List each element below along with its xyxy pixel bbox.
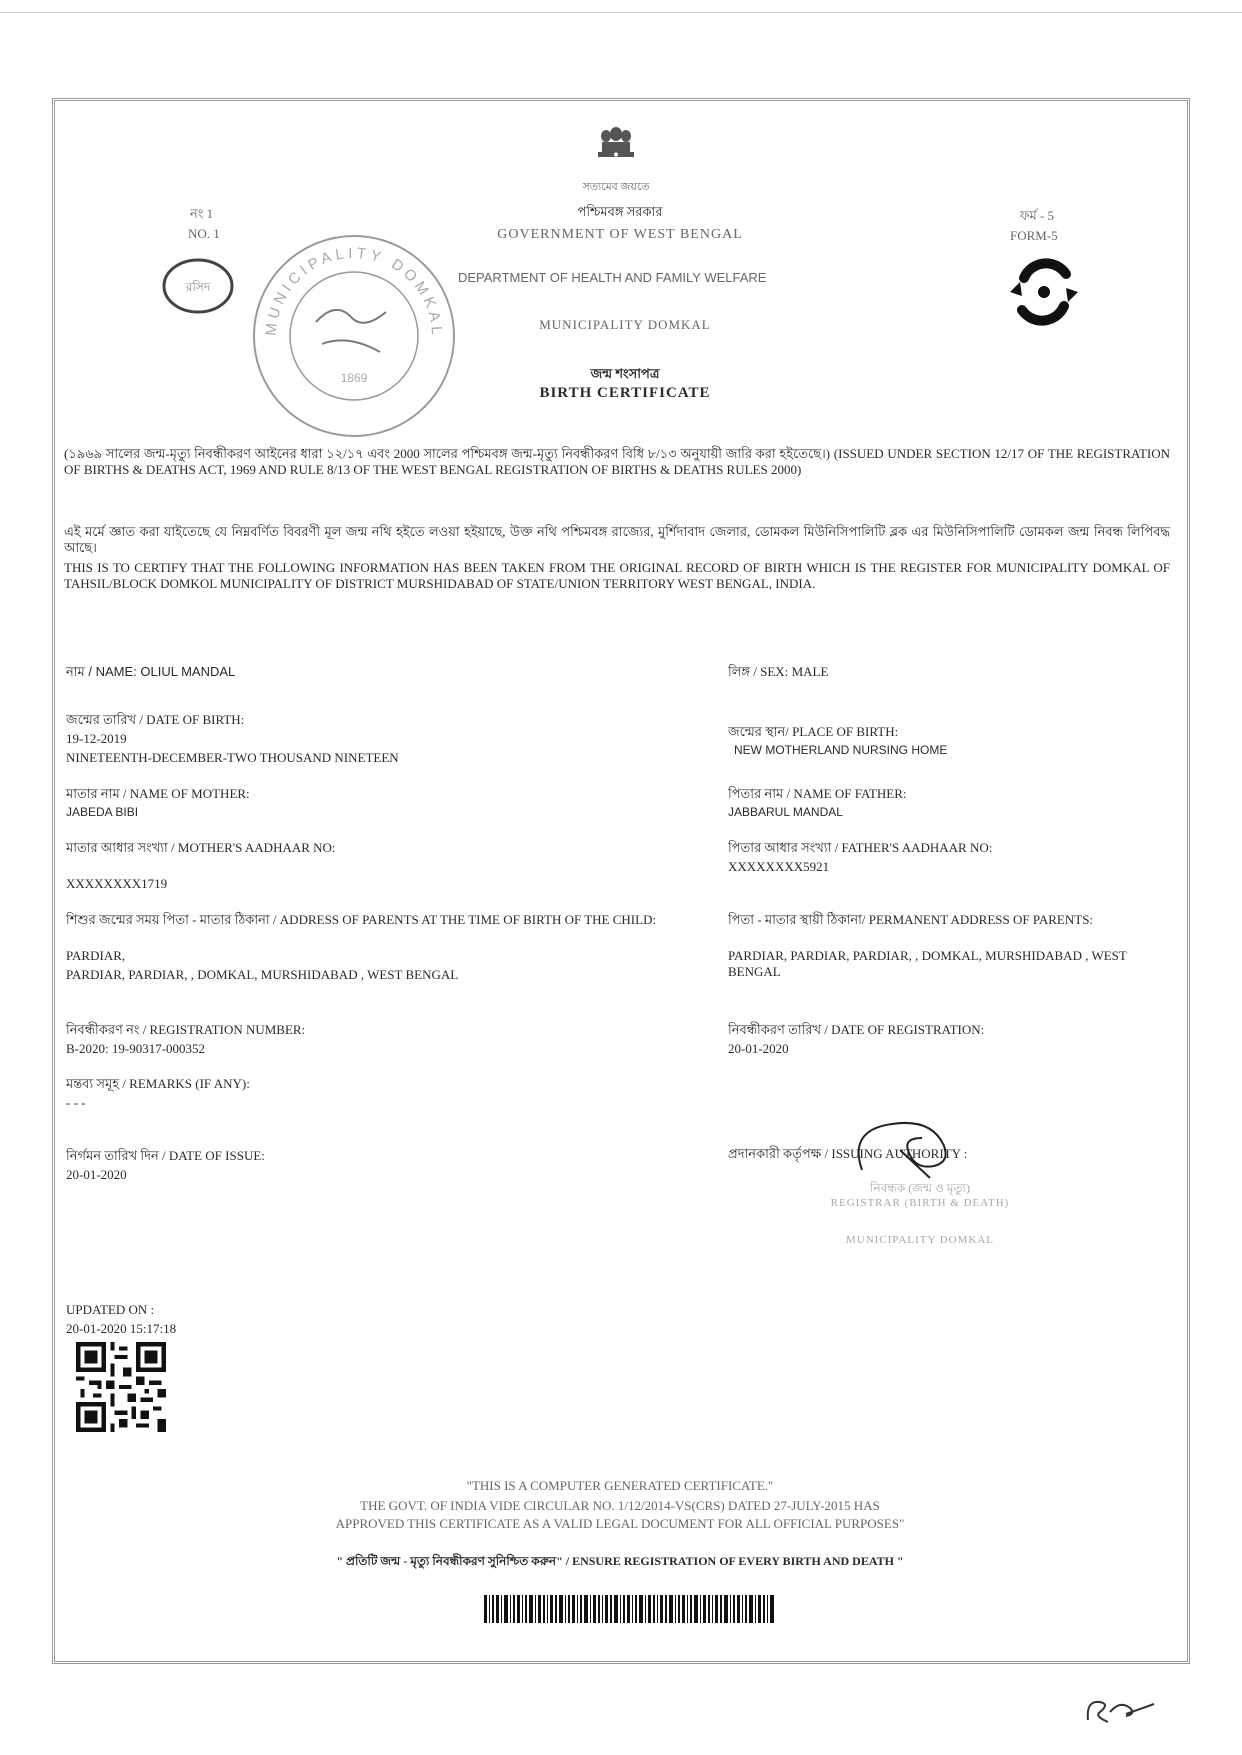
place-of-birth-value: NEW MOTHERLAND NURSING HOME [734, 743, 948, 757]
name-label: নাম / NAME: [66, 664, 137, 679]
handwritten-initials [1080, 1690, 1160, 1730]
updated-on-label: UPDATED ON : [66, 1302, 155, 1317]
dob-label: জন্মের তারিখ / DATE OF BIRTH: [66, 712, 245, 727]
father-name-label: পিতার নাম / NAME OF FATHER: [728, 786, 907, 801]
authority-line1: নিবন্ধক (জন্ম ও মৃত্যু) [870, 1181, 970, 1195]
remarks-value: - - - [66, 1095, 86, 1110]
title-english: BIRTH CERTIFICATE [539, 385, 711, 401]
seal-ring-text: MUNICIPALITY DOMKAL [262, 244, 446, 339]
govt-english: GOVERNMENT OF WEST BENGAL [497, 227, 743, 242]
issued-under-paragraph [64, 446, 1170, 478]
issue-date-label: নির্গমন তারিখ দিন / DATE OF ISSUE: [66, 1148, 265, 1163]
national-emblem-icon [588, 120, 644, 182]
issued-under-english: (ISSUED UNDER SECTION 12/17 OF THE REGISTRATION OF BIRTHS & DEATHS ACT, 1969 AND RULE 8/13 OF THE WEST BENGAL REGISTRATION OF BIRTHS & DEATHS RULES 2000) [64, 446, 1171, 477]
address-birth-line1: PARDIAR, [66, 948, 126, 963]
municipality: MUNICIPALITY DOMKAL [539, 317, 711, 332]
qr-code [76, 1342, 166, 1432]
authority-line2: REGISTRAR (BIRTH & DEATH) [830, 1197, 1010, 1209]
number-english: NO. 1 [188, 226, 220, 241]
certify-english: THIS IS TO CERTIFY THAT THE FOLLOWING INFORMATION HAS BEEN TAKEN FROM THE ORIGINAL RECORD OF BIRTH WHICH IS THE REGISTER FOR MUNICIPALITY DOMKAL OF TAHSIL/BLOCK DOMKOL MUNICIPALITY OF DISTRICT MURSHIDABAD OF STATE/UNION TERRITORY WEST BENGAL, INDIA. [64, 560, 1170, 591]
registration-date-value: 20-01-2020 [728, 1041, 789, 1056]
mother-aadhaar-label: মাতার আধার সংখ্যা / MOTHER'S AADHAAR NO: [66, 840, 336, 855]
number-bengali: নং 1 [190, 206, 214, 221]
municipality-seal [250, 232, 458, 440]
name-value: OLIUL MANDAL [140, 664, 236, 679]
receipt-stamp [160, 255, 236, 317]
mother-name-label: মাতার নাম / NAME OF MOTHER: [66, 786, 250, 801]
issuing-authority-label: প্রদানকারী কর্তৃপক্ষ / ISSUING AUTHORITY : [728, 1146, 968, 1161]
issue-date-value: 20-01-2020 [66, 1167, 127, 1182]
footer-line3: APPROVED THIS CERTIFICATE AS A VALID LEGAL DOCUMENT FOR ALL OFFICIAL PURPOSES" [335, 1516, 905, 1531]
address-birth-label: শিশুর জন্মের সময় পিতা - মাতার ঠিকানা / ADDRESS OF PARENTS AT THE TIME OF BIRTH OF THE CHILD: [66, 912, 657, 927]
father-aadhaar-value: XXXXXXXX5921 [728, 859, 830, 874]
certify-bengali: এই মর্মে জ্ঞাত করা যাইতেছে যে নিম্নবর্ণিত বিবরণী মূল জন্ম নথি হইতে লওয়া হইয়াছে, উক্ত নথি পশ্চিমবঙ্গ রাজ্যের, মুর্শিদাবাদ জেলার, ডোমকল মিউনিসিপালিটি ব্লক এর মিউনিসিপালিটি ডোমকল জন্ম নিবন্ধ লিপিবদ্ধ আছে। [64, 524, 1170, 555]
registration-date-label: নিবন্ধীকরণ তারিখ / DATE OF REGISTRATION: [728, 1022, 985, 1037]
title-bengali: জন্ম শংসাপত্র [590, 366, 660, 381]
registration-number-label: নিবন্ধীকরণ নং / REGISTRATION NUMBER: [66, 1022, 306, 1037]
sex-value: MALE [791, 664, 829, 679]
father-name-value: JABBARUL MANDAL [728, 805, 843, 819]
emblem-caption: সত্যমেব জয়তে [582, 181, 650, 193]
form-bengali: ফর্ম - 5 [1020, 208, 1055, 223]
address-birth-line2: PARDIAR, PARDIAR, , DOMKAL, MURSHIDABAD , WEST BENGAL [66, 967, 459, 982]
barcode [484, 1595, 774, 1623]
remarks-label: মন্তব্য সমূহ / REMARKS (IF ANY): [66, 1076, 250, 1091]
permanent-address-label: পিতা - মাতার স্থায়ী ঠিকানা/ PERMANENT ADDRESS OF PARENTS: [728, 912, 1094, 927]
place-of-birth-label: জন্মের স্থান/ PLACE OF BIRTH: [728, 724, 899, 739]
sex-label: লিঙ্গ / SEX: [728, 664, 789, 679]
govt-bengali: পশ্চিমবঙ্গ সরকার [577, 204, 663, 219]
name-field [66, 664, 235, 680]
issued-under-bengali: (১৯৬৯ সালের জন্ম-মৃত্যু নিবন্ধীকরণ আইনের ধারা ১২/১৭ এবং 2000 সালের পশ্চিমবঙ্গ জন্ম-মৃত্যু নিবন্ধীকরণ বিধি ৮/১৩ অনুযায়ী জারি করা হইতেছে।) [64, 446, 831, 461]
authority-line3: MUNICIPALITY DOMKAL [845, 1234, 995, 1246]
footer-line1: "THIS IS A COMPUTER GENERATED CERTIFICATE." [466, 1478, 774, 1493]
top-scan-edge [0, 12, 1242, 13]
registration-number-value: B-2020: 19-90317-000352 [66, 1041, 206, 1056]
sex-field [728, 664, 828, 680]
health-logo-icon [1002, 250, 1086, 334]
department: DEPARTMENT OF HEALTH AND FAMILY WELFARE [458, 270, 767, 285]
seal-center-text: 1869 [340, 371, 368, 385]
stamp-text: রসিদ [185, 280, 211, 294]
mother-name-value: JABEDA BIBI [66, 805, 139, 819]
permanent-address-value: PARDIAR, PARDIAR, PARDIAR, , DOMKAL, MURSHIDABAD , WEST BENGAL [728, 948, 1127, 979]
father-aadhaar-label: পিতার আধার সংখ্যা / FATHER'S AADHAAR NO: [728, 840, 993, 855]
dob-words: NINETEENTH-DECEMBER-TWO THOUSAND NINETEEN [66, 750, 399, 765]
form-english: FORM-5 [1010, 228, 1058, 243]
footer-line2: THE GOVT. OF INDIA VIDE CIRCULAR NO. 1/12/2014-VS(CRS) DATED 27-JULY-2015 HAS [360, 1498, 880, 1513]
dob-value: 19-12-2019 [66, 731, 127, 746]
updated-on-value: 20-01-2020 15:17:18 [66, 1321, 177, 1336]
mother-aadhaar-value: XXXXXXXX1719 [66, 876, 168, 891]
footer-slogan: " প্রতিটি জন্ম - মৃত্যু নিবন্ধীকরণ সুনিশ্চিত করুন" / ENSURE REGISTRATION OF EVERY BIRTH AND DEATH " [336, 1554, 904, 1568]
